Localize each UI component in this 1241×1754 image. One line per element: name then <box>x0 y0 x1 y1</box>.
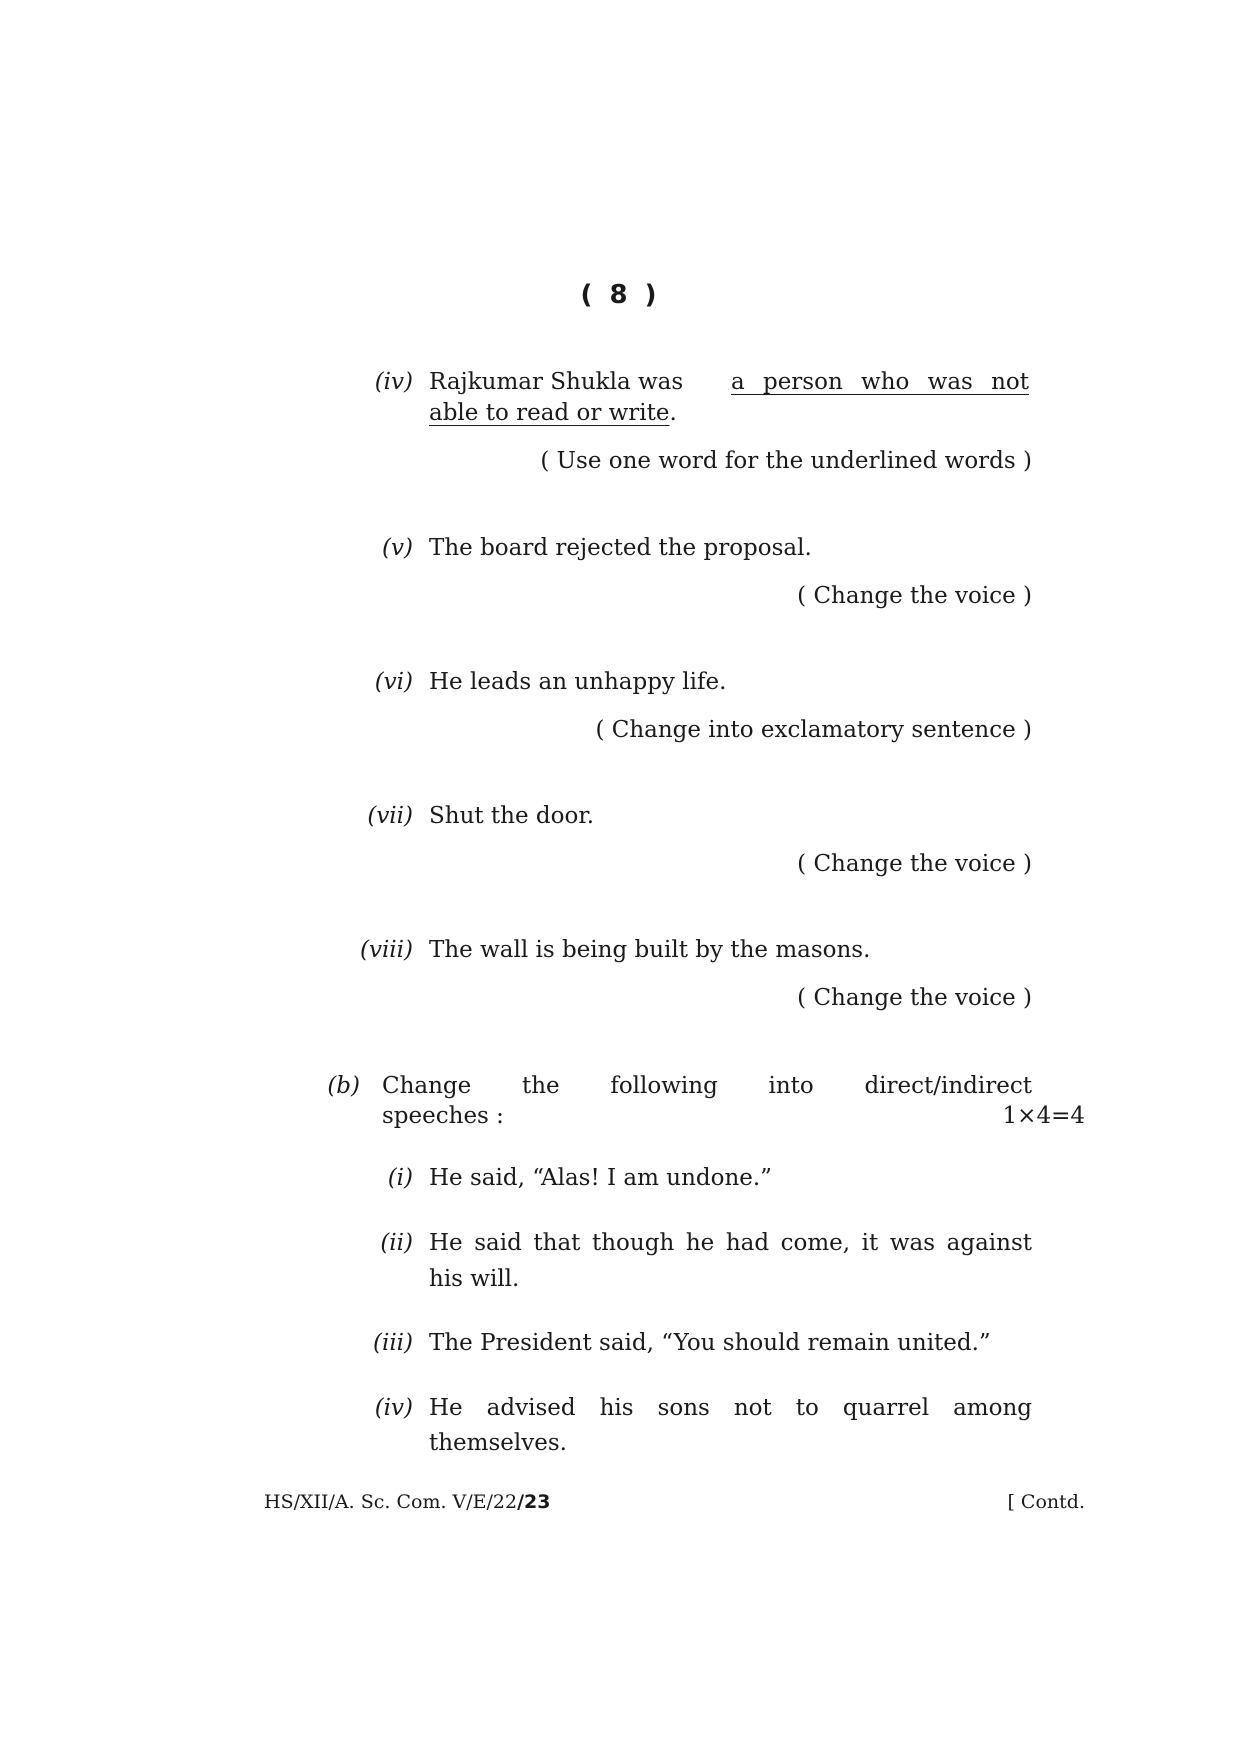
question-text-end: . <box>669 400 677 426</box>
instruction: ( Change the voice ) <box>797 851 1032 877</box>
continued-label: [ Contd. <box>1007 1491 1085 1513</box>
item-number: (ii) <box>380 1230 413 1256</box>
page-number: ( 8 ) <box>580 280 661 310</box>
question-text: The President said, “You should remain united.” <box>429 1330 991 1356</box>
question-text-start: Rajkumar Shukla was <box>429 369 684 395</box>
instruction: ( Use one word for the underlined words ) <box>540 448 1032 474</box>
question-text: The wall is being built by the masons. <box>429 937 871 963</box>
paper-code-bold: /23 <box>517 1491 551 1513</box>
marks: 1×4=4 <box>1002 1103 1085 1129</box>
question-text-line2: his will. <box>429 1266 520 1292</box>
instruction: ( Change the voice ) <box>797 985 1032 1011</box>
question-text: He said, “Alas! I am undone.” <box>429 1165 772 1191</box>
instruction: ( Change the voice ) <box>797 583 1032 609</box>
item-number: (v) <box>382 535 413 561</box>
item-number: (iv) <box>374 1395 413 1421</box>
underlined-phrase: a person who was not <box>731 369 1029 395</box>
item-number: (vi) <box>374 669 413 695</box>
question-text: Shut the door. <box>429 803 595 829</box>
item-number: (i) <box>387 1165 413 1191</box>
underlined-phrase-cont: able to read or write <box>429 400 670 426</box>
question-text: The board rejected the proposal. <box>429 535 812 561</box>
instruction: ( Change into exclamatory sentence ) <box>595 717 1032 743</box>
paper-code-text: HS/XII/A. Sc. Com. V/E/22 <box>264 1491 518 1513</box>
section-instruction: Change the following into direct/indirect <box>382 1073 1032 1099</box>
question-text: He advised his sons not to quarrel among <box>429 1395 1032 1421</box>
section-instruction-line2: speeches : <box>382 1103 504 1129</box>
question-text: He leads an unhappy life. <box>429 669 727 695</box>
paper-code <box>264 1490 551 1514</box>
item-number: (vii) <box>367 803 413 829</box>
question-text-line2 <box>429 398 677 428</box>
question-text <box>429 367 683 397</box>
section-label: (b) <box>327 1073 360 1099</box>
question-text-line2: themselves. <box>429 1430 567 1456</box>
item-number: (iv) <box>374 369 413 395</box>
item-number: (iii) <box>372 1330 413 1356</box>
question-text: He said that though he had come, it was against <box>429 1230 1032 1256</box>
item-number: (viii) <box>359 937 413 963</box>
